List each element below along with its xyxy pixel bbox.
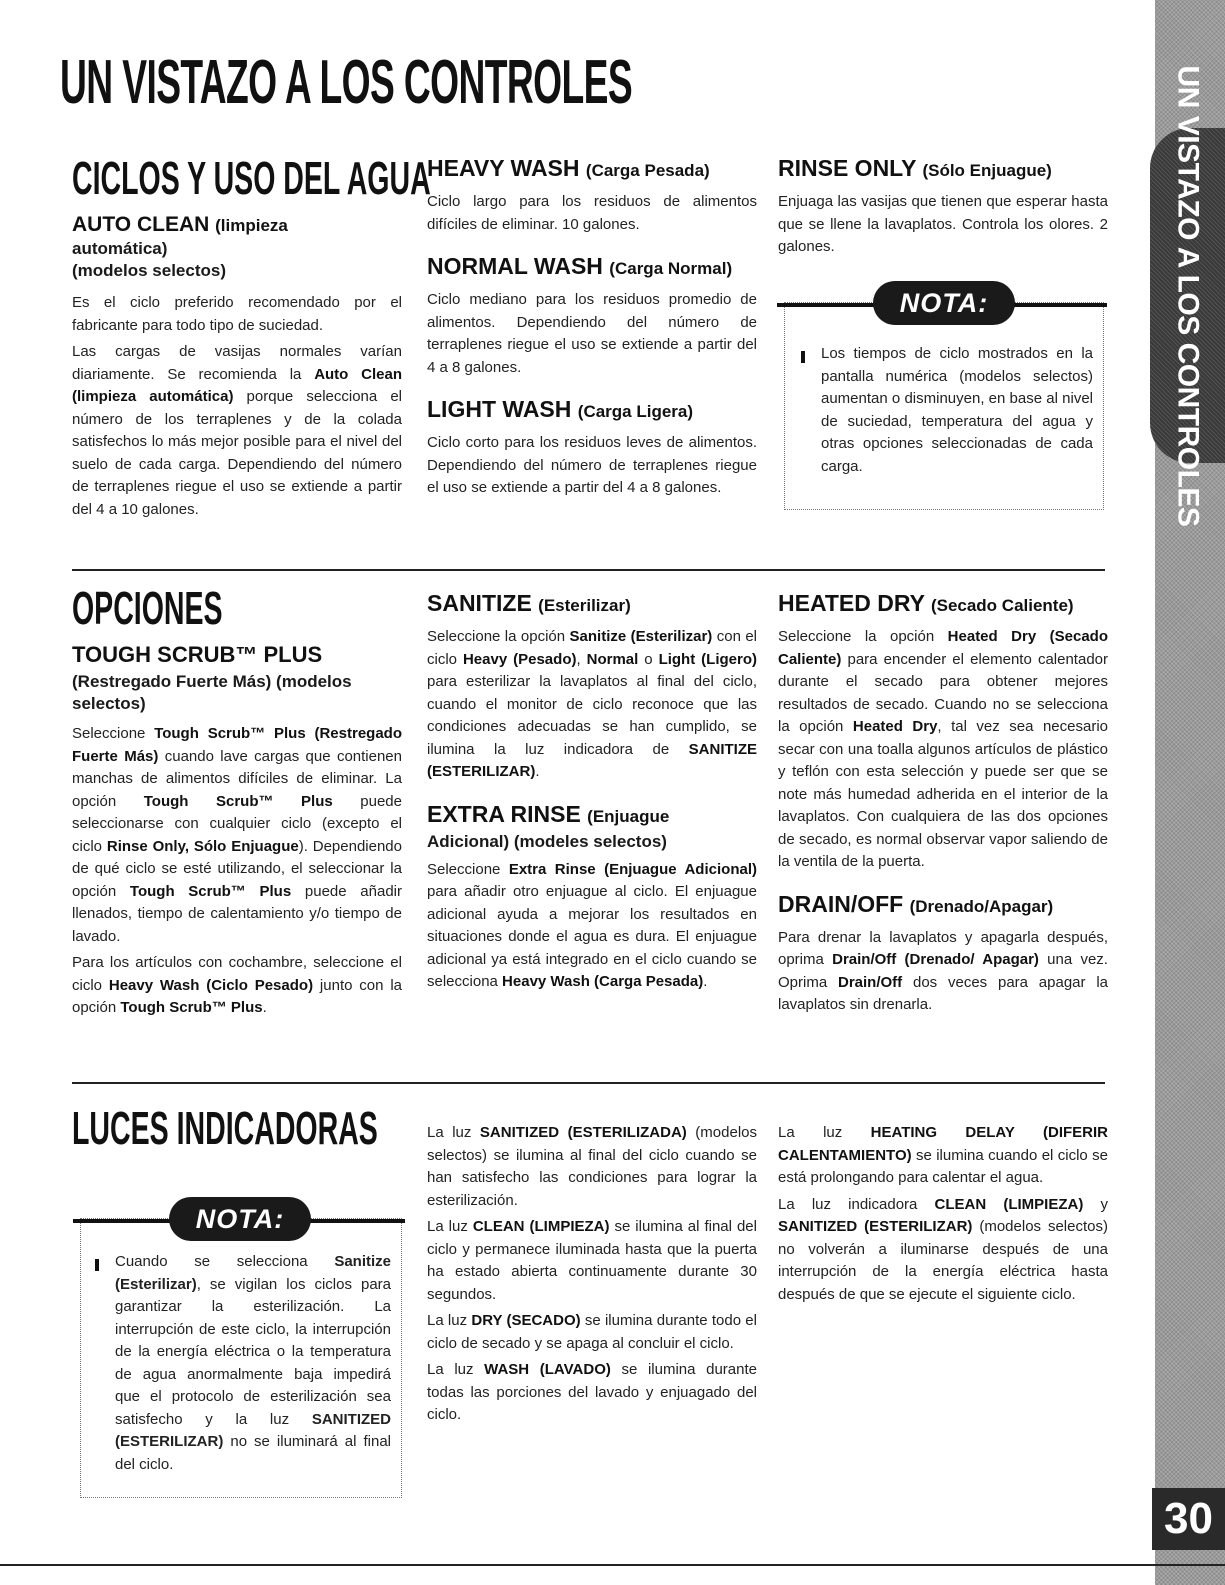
light-wash-heading: LIGHT WASH (Carga Ligera) <box>427 396 694 422</box>
bottom-rule <box>0 1564 1225 1566</box>
section-title-ciclos: CICLOS Y USO DEL AGUA <box>72 152 431 204</box>
side-tab-label: UN VISTAZO A LOS CONTROLES <box>1171 65 1205 526</box>
luces-column-3 <box>778 1122 1108 1306</box>
note-box-cycle-times <box>784 287 1104 510</box>
auto-clean-sub1: automática) <box>72 239 168 258</box>
heavy-wash-text: Ciclo largo para los residuos de alimentos difíciles de eliminar. 10 galones. <box>427 193 757 233</box>
tough-scrub-p1: Seleccione Tough Scrub™ Plus (Restregado Fuerte Más) cuando lave cargas que contienen manchas de alimentos difíciles de eliminar. La opción Tough Scrub™ Plus puede seleccionarse con cualquier ciclo (excepto el ciclo Rinse Only, Sólo Enjuague). Dependiendo de qué ciclo se esté utilizando, el seleccionar la opción Tough Scrub™ Plus puede añadir llenados, tiempo de calentamiento y/o tiempo de lavado. <box>72 725 402 945</box>
light-wash-text: Ciclo corto para los residuos leves de alimentos. Dependiendo del número de terraplenes riegue el uso se extiende a partir del 4 a 8 galones. <box>427 434 757 496</box>
drain-off-text: Para drenar la lavaplatos y apagarla después, oprima Drain/Off (Drenado/ Apagar) una vez. Oprima Drain/Off dos veces para apagar la lavaplatos sin drenarla. <box>778 928 1108 1013</box>
heated-dry-text: Seleccione la opción Heated Dry (Secado Caliente) para encender el elemento calentador durante el secado para obtener mejores resultados de secado. Cuando no se selecciona la opción Heated Dry, tal vez sea necesario secar con una toalla algunos artículos de plástico y teflón con esta selección y puede ser que se note más humedad adherida en el interior de la lavaplatos. Con cualquiera de las dos opciones de secado, es normal observar vapor saliendo de la ventila de la puerta. <box>778 628 1108 870</box>
heated-dry-heading: HEATED DRY (Secado Caliente) <box>778 590 1074 616</box>
heavy-wash-heading: HEAVY WASH (Carga Pesada) <box>427 155 710 181</box>
note-text-sanitize: Cuando se selecciona Sanitize (Esterilizar), se vigilan los ciclos para garantizar la esterilización. La interrupción de este ciclo, la interrupción de la energía eléctrica o la temperatura de agua anormalmente baja impedirá que el protocolo de esterilización sea satisfecho y la luz SANITIZED (ESTERILIZAR) no se iluminará al final del ciclo. <box>115 1253 391 1473</box>
sanitize-heading: SANITIZE (Esterilizar) <box>427 590 631 616</box>
note-box-sanitize <box>80 1203 402 1498</box>
opciones-column-2 <box>427 585 757 994</box>
ciclos-column-1 <box>72 150 431 521</box>
luces-column-2 <box>427 1122 757 1427</box>
extra-rinse-text: Seleccione Extra Rinse (Enjuague Adicional) para añadir otro enjuague al ciclo. El enjuague adicional ayuda a mejorar los resultados en situaciones donde el agua es dura. El enjuague adicional ya está integrado en el ciclo cuando se selecciona Heavy Wash (Carga Pesada). <box>427 860 757 990</box>
page-title: UN VISTAZO A LOS CONTROLES <box>60 48 633 117</box>
light-clean-sanitized: La luz indicadora CLEAN (LIMPIEZA) y SANITIZED (ESTERILIZAR) (modelos selectos) no volverán a iluminarse después de una interrupción de la energía eléctrica hasta después de que se ejecute el siguiente ciclo. <box>778 1195 1108 1303</box>
light-clean: La luz CLEAN (LIMPIEZA) se ilumina al final del ciclo y permanece iluminada hasta que la puerta ha estado abierta continuamente durante 30 segundos. <box>427 1218 757 1303</box>
drain-off-heading: DRAIN/OFF (Drenado/Apagar) <box>778 890 1054 917</box>
normal-wash-text: Ciclo mediano para los residuos promedio de alimentos. Dependiendo del número de terraplenes riegue el uso se extiende a partir del 4 a 8 galones. <box>427 291 757 376</box>
ciclos-column-3 <box>778 150 1108 259</box>
note-label: NOTA: <box>873 281 1015 325</box>
auto-clean-p2: Las cargas de vasijas normales varían diariamente. Se recomienda la Auto Clean (limpieza automática) porque selecciona el número de los terraplenes y de la colada satisfechos lo más mejor posible para el nivel del suelo de cada carga. Dependiendo del número de terraplenes riegue el uso se extiende a partir del 4 a 10 galones. <box>72 343 402 518</box>
luces-column-1 <box>72 1100 402 1162</box>
light-heating-delay: La luz HEATING DELAY (DIFERIR CALENTAMIENTO) se ilumina cuando el ciclo se está prolongando para calentar el agua. <box>778 1124 1108 1186</box>
section-title-opciones: OPCIONES <box>72 582 223 634</box>
rinse-only-heading: RINSE ONLY (Sólo Enjuague) <box>778 155 1052 181</box>
divider-2 <box>72 1082 1105 1084</box>
light-dry: La luz DRY (SECADO) se ilumina durante todo el ciclo de secado y se apaga al concluir el ciclo. <box>427 1312 757 1352</box>
note-label: NOTA: <box>169 1197 311 1241</box>
normal-wash-heading: NORMAL WASH (Carga Normal) <box>427 253 733 279</box>
note-text-cycle-times: Los tiempos de ciclo mostrados en la pantalla numérica (modelos selectos) aumentan o disminuyen, en base al nivel de suciedad, temperatura del agua y otras opciones seleccionadas de cada carga. <box>821 345 1093 475</box>
note-bullet <box>95 1259 99 1271</box>
section-title-luces: LUCES INDICADORAS <box>72 1102 378 1154</box>
auto-clean-sub2: (modelos selectos) <box>72 261 226 280</box>
light-wash: La luz WASH (LAVADO) se ilumina durante todas las porciones del lavado y enjuagado del ciclo. <box>427 1361 757 1423</box>
sanitize-text: Seleccione la opción Sanitize (Esterilizar) con el ciclo Heavy (Pesado), Normal o Light (Ligero) para esterilizar la lavaplatos al final del ciclo, cuando el monitor de ciclo reconoce que las condiciones adecuadas se han cumplido, se ilumina la luz indicadora de SANITIZE (ESTERILIZAR). <box>427 628 758 780</box>
tough-scrub-sub: (Restregado Fuerte Más) (modelos selectos) <box>72 672 352 713</box>
opciones-column-1 <box>72 580 402 1020</box>
tough-scrub-p2: Para los artículos con cochambre, seleccione el ciclo Heavy Wash (Ciclo Pesado) junto con la opción Tough Scrub™ Plus. <box>72 954 403 1016</box>
page-number: 30 <box>1152 1488 1225 1550</box>
ciclos-column-2 <box>427 150 757 500</box>
note-bullet <box>801 351 805 363</box>
auto-clean-p1: Es el ciclo preferido recomendado por el fabricante para todo tipo de suciedad. <box>72 294 402 334</box>
divider-1 <box>72 569 1105 571</box>
rinse-only-text: Enjuaga las vasijas que tienen que esperar hasta que se llene la lavaplatos. Controla los olores. 2 galones. <box>778 193 1108 255</box>
tough-scrub-heading: TOUGH SCRUB™ PLUS <box>72 642 323 667</box>
light-sanitized: La luz SANITIZED (ESTERILIZADA) (modelos selectos) se ilumina al final del ciclo cuando se han satisfecho las condiciones para lograr la esterilización. <box>427 1124 757 1209</box>
opciones-column-3 <box>778 585 1108 1017</box>
auto-clean-heading: AUTO CLEAN (limpieza <box>72 213 288 236</box>
extra-rinse-heading: EXTRA RINSE (Enjuague <box>427 800 670 827</box>
extra-rinse-sub: Adicional) (modeles selectos) <box>427 831 667 851</box>
